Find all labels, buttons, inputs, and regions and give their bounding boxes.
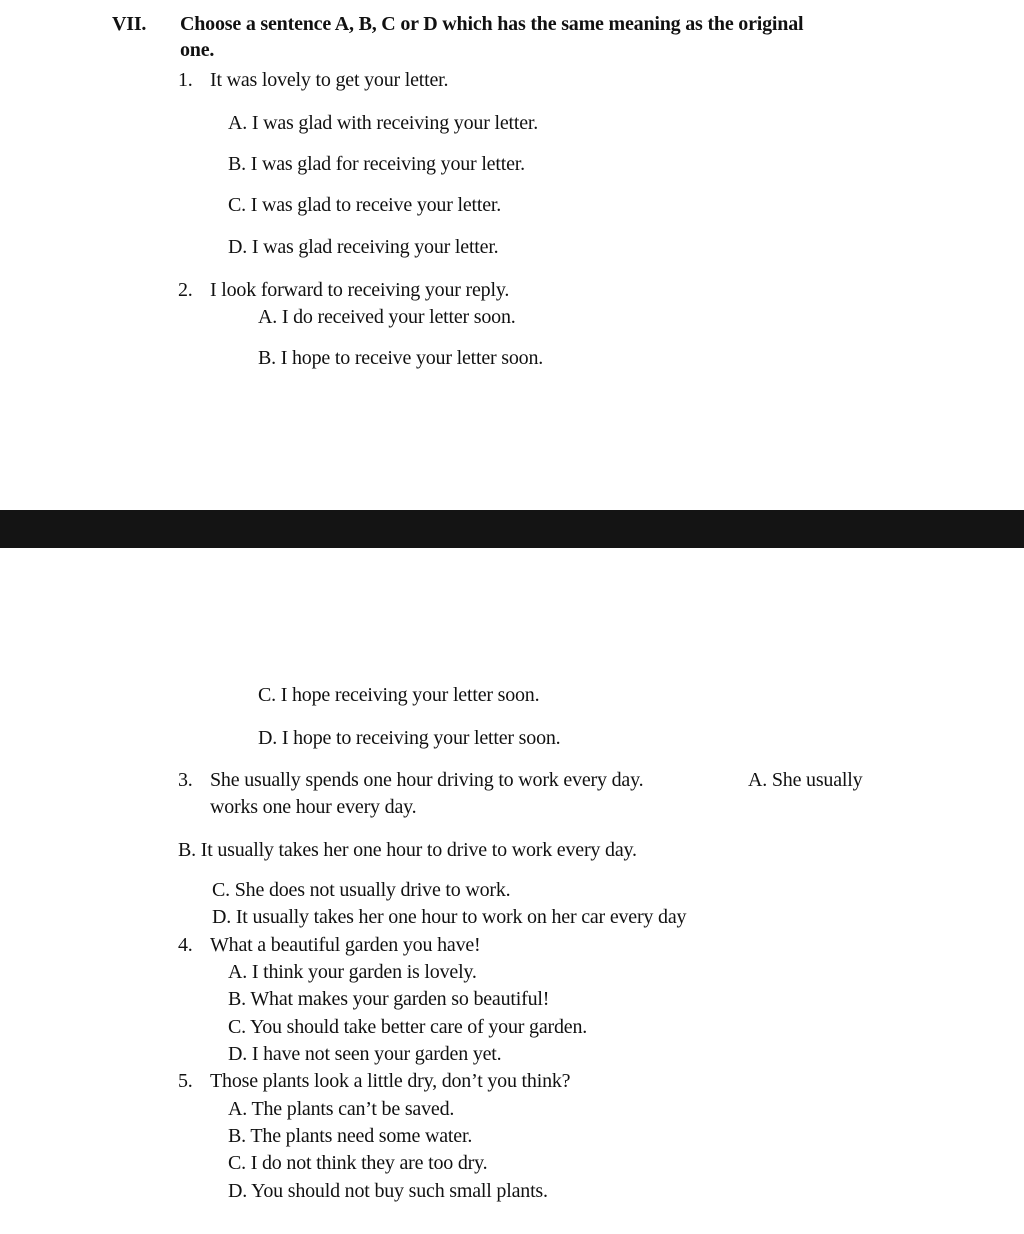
question-1-option-d: D. I was glad receiving your letter.	[228, 236, 499, 258]
section-instruction-line1: Choose a sentence A, B, C or D which has the same meaning as the original	[180, 13, 804, 35]
question-3-option-c: C. She does not usually drive to work.	[212, 879, 511, 901]
question-4-option-d: D. I have not seen your garden yet.	[228, 1043, 502, 1065]
question-4-option-b: B. What makes your garden so beautiful!	[228, 988, 550, 1010]
section-instruction-line2: one.	[180, 39, 215, 61]
question-5-number: 5.	[178, 1070, 193, 1092]
question-1-option-c: C. I was glad to receive your letter.	[228, 194, 502, 216]
question-2-number: 2.	[178, 279, 193, 301]
question-1-text: It was lovely to get your letter.	[210, 69, 449, 91]
question-4-text: What a beautiful garden you have!	[210, 934, 481, 956]
question-3-option-b: B. It usually takes her one hour to drive to work every day.	[178, 839, 637, 861]
question-5-option-c: C. I do not think they are too dry.	[228, 1152, 488, 1174]
question-3-text: She usually spends one hour driving to work every day.	[210, 769, 644, 791]
question-2-option-d: D. I hope to receiving your letter soon.	[258, 727, 561, 749]
question-2-option-a: A. I do received your letter soon.	[258, 306, 516, 328]
question-5-option-d: D. You should not buy such small plants.	[228, 1180, 548, 1202]
section-number: VII.	[112, 13, 147, 35]
question-1-option-b: B. I was glad for receiving your letter.	[228, 153, 525, 175]
question-4-option-a: A. I think your garden is lovely.	[228, 961, 477, 983]
question-4-option-c: C. You should take better care of your garden.	[228, 1016, 588, 1038]
question-3-option-a-line2: works one hour every day.	[210, 796, 417, 818]
question-5-option-a: A. The plants can’t be saved.	[228, 1098, 455, 1120]
page-break-bar	[0, 510, 1024, 548]
question-3-number: 3.	[178, 769, 193, 791]
question-2-text: I look forward to receiving your reply.	[210, 279, 510, 301]
question-3-option-a-line1: A. She usually	[748, 769, 863, 791]
question-4-number: 4.	[178, 934, 193, 956]
question-5-text: Those plants look a little dry, don’t you think?	[210, 1070, 571, 1092]
question-2-option-c: C. I hope receiving your letter soon.	[258, 684, 540, 706]
question-1-number: 1.	[178, 69, 193, 91]
question-2-option-b: B. I hope to receive your letter soon.	[258, 347, 544, 369]
question-5-option-b: B. The plants need some water.	[228, 1125, 473, 1147]
question-3-option-d: D. It usually takes her one hour to work on her car every day	[212, 906, 687, 928]
question-1-option-a: A. I was glad with receiving your letter.	[228, 112, 539, 134]
